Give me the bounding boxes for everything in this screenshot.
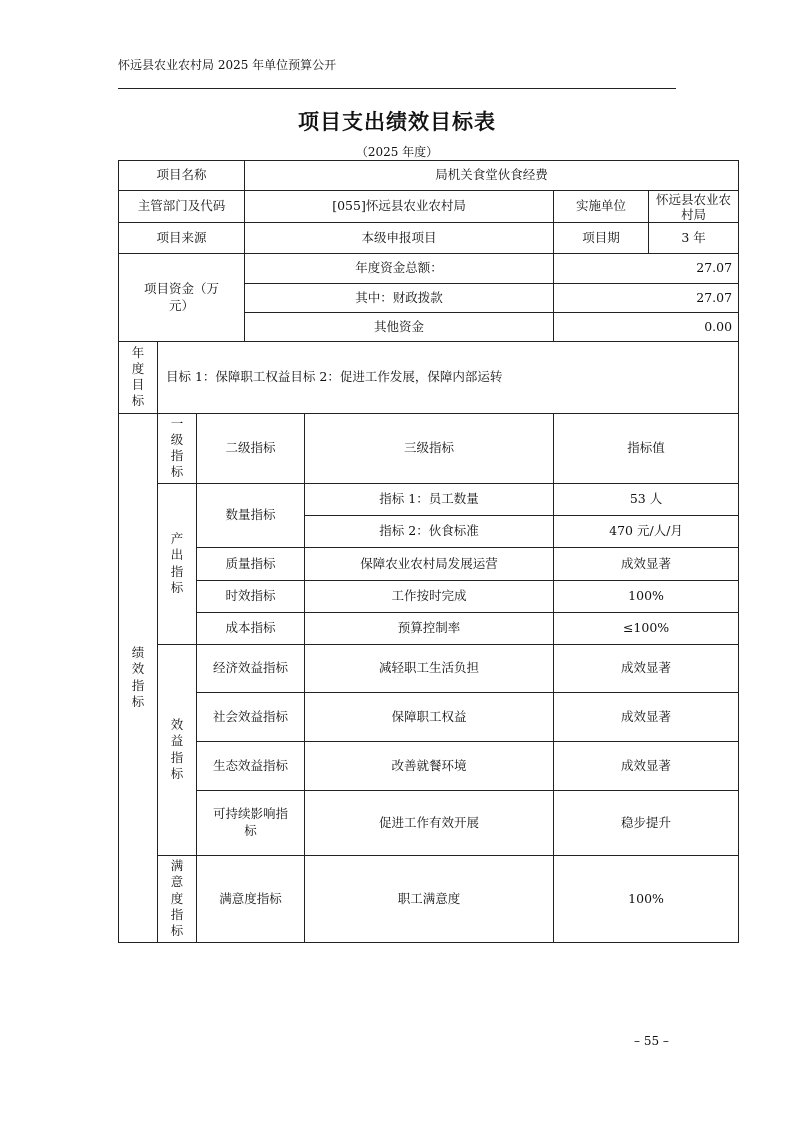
table-row: [119, 223, 739, 254]
table-row: [119, 613, 739, 645]
table-row: [119, 693, 739, 742]
level3-header: 三级指标: [305, 414, 554, 484]
benefit-label: 效益指标: [158, 645, 197, 856]
sustain-value: 稳步提升: [554, 791, 739, 856]
period-label: 项目期: [554, 223, 649, 254]
cost-value: ≤100%: [554, 613, 739, 645]
econ-value: 成效显著: [554, 645, 739, 693]
q1-name: 指标 1：员工数量: [305, 484, 554, 516]
funds-total-value: 27.07: [554, 254, 739, 284]
time-name: 工作按时完成: [305, 581, 554, 613]
output-label: 产出指标: [158, 484, 197, 645]
cost-label: 成本指标: [197, 613, 305, 645]
social-value: 成效显著: [554, 693, 739, 742]
satisfaction-label: 满意度指标: [158, 856, 197, 943]
impl-label: 实施单位: [554, 191, 649, 223]
project-name-label: 项目名称: [119, 161, 245, 191]
page-number: – 55 –: [634, 1034, 669, 1048]
funds-label: 项目资金（万元）: [119, 254, 245, 342]
year-label: （2025 年度）: [355, 145, 439, 159]
level1-header: 一级指标: [158, 414, 197, 484]
table-row: [119, 254, 739, 284]
table-row: [119, 342, 739, 414]
funds-fiscal-value: 27.07: [554, 284, 739, 313]
quality-name: 保障农业农村局发展运营: [305, 548, 554, 581]
table-row: [119, 548, 739, 581]
page-header: 怀远县农业农村局 2025 年单位预算公开: [118, 58, 337, 72]
table-row: [119, 191, 739, 223]
table-row: [119, 414, 739, 484]
table-row: [119, 161, 739, 191]
sustain-name: 促进工作有效开展: [305, 791, 554, 856]
table-row: [119, 791, 739, 856]
social-label: 社会效益指标: [197, 693, 305, 742]
project-name-value: 局机关食堂伙食经费: [245, 161, 739, 191]
social-name: 保障职工权益: [305, 693, 554, 742]
sat-label: 满意度指标: [197, 856, 305, 943]
sat-value: 100%: [554, 856, 739, 943]
header-rule: [118, 88, 676, 89]
performance-table: [118, 160, 739, 943]
dept-label: 主管部门及代码: [119, 191, 245, 223]
table-row: [119, 581, 739, 613]
annual-goal-label: 年度目标: [119, 342, 158, 414]
impl-value: 怀远县农业农村局: [649, 191, 739, 223]
funds-fiscal-label: 其中：财政拨款: [245, 284, 554, 313]
funds-total-label: 年度资金总额：: [245, 254, 554, 284]
annual-goal-text: 目标 1：保障职工权益目标 2：促进工作发展，保障内部运转: [158, 342, 739, 414]
sustain-label: 可持续影响指标: [197, 791, 305, 856]
period-value: 3 年: [649, 223, 739, 254]
q1-value: 53 人: [554, 484, 739, 516]
q2-value: 470 元/人/月: [554, 516, 739, 548]
source-value: 本级申报项目: [245, 223, 554, 254]
quantity-label: 数量指标: [197, 484, 305, 548]
source-label: 项目来源: [119, 223, 245, 254]
table-row: [119, 856, 739, 943]
quality-value: 成效显著: [554, 548, 739, 581]
funds-other-label: 其他资金: [245, 313, 554, 342]
time-value: 100%: [554, 581, 739, 613]
table-row: [119, 742, 739, 791]
dept-value: [055]怀远县农业农村局: [245, 191, 554, 223]
page-title: 项目支出绩效目标表: [298, 110, 496, 134]
level2-header: 二级指标: [197, 414, 305, 484]
time-label: 时效指标: [197, 581, 305, 613]
econ-name: 减轻职工生活负担: [305, 645, 554, 693]
eco-name: 改善就餐环境: [305, 742, 554, 791]
funds-other-value: 0.00: [554, 313, 739, 342]
eco-value: 成效显著: [554, 742, 739, 791]
cost-name: 预算控制率: [305, 613, 554, 645]
table-row: [119, 484, 739, 516]
eco-label: 生态效益指标: [197, 742, 305, 791]
q2-name: 指标 2：伙食标准: [305, 516, 554, 548]
econ-label: 经济效益指标: [197, 645, 305, 693]
quality-label: 质量指标: [197, 548, 305, 581]
table-row: [119, 645, 739, 693]
sat-name: 职工满意度: [305, 856, 554, 943]
value-header: 指标值: [554, 414, 739, 484]
performance-label: 绩效指标: [119, 414, 158, 943]
